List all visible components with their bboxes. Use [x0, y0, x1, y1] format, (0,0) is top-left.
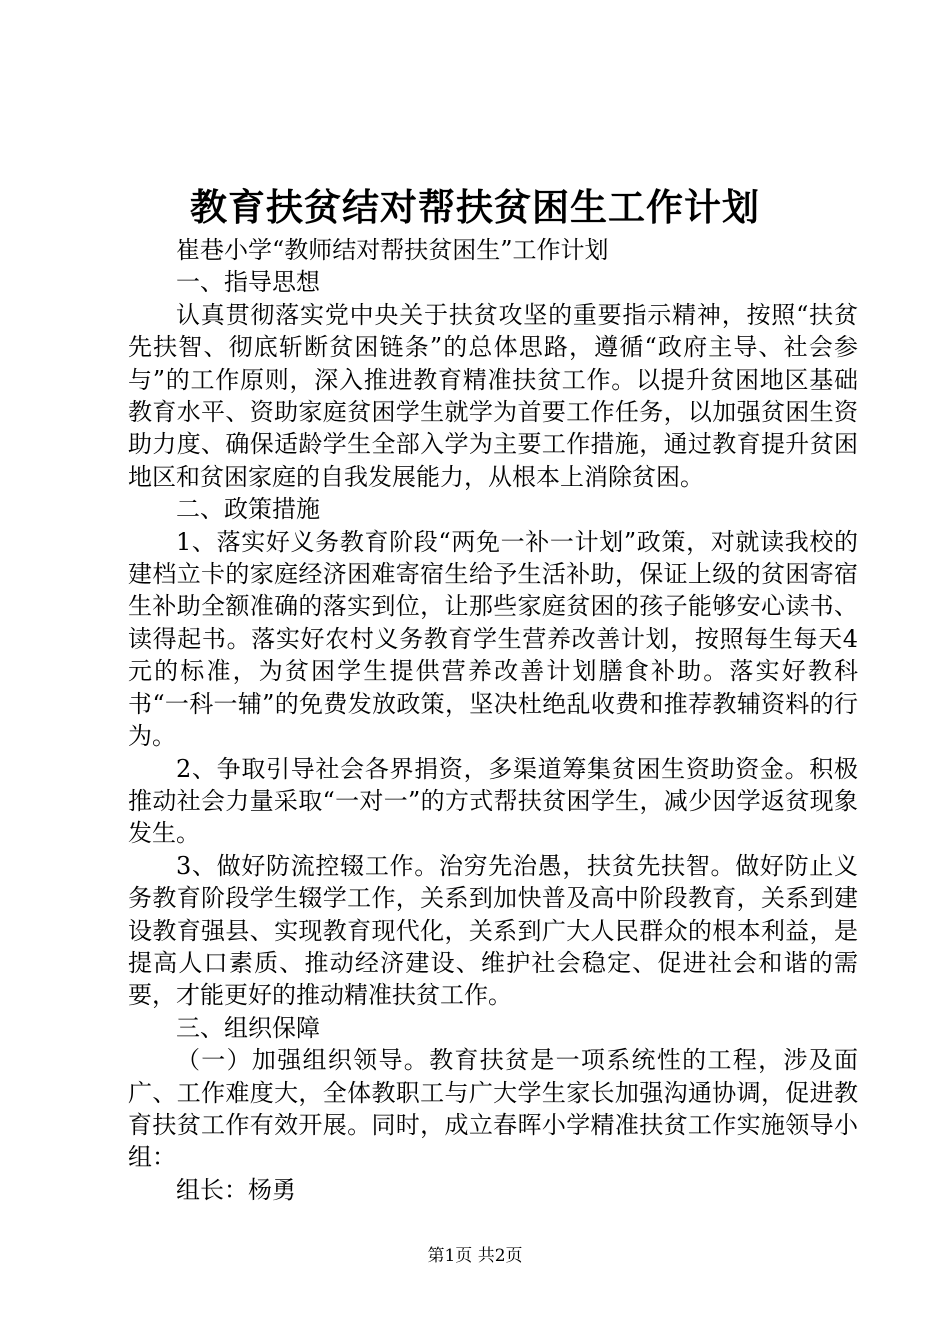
plan-subtitle: 崔巷小学“教师结对帮扶贫困生”工作计划 — [176, 236, 609, 264]
paragraph-organization-1: （一）加强组织领导。教育扶贫是一项系统性的工程，涉及面广、工作难度大，全体教职工与广大学生家长加强沟通协调，促进教育扶贫工作有效开展。同时，成立春晖小学精准扶贫工作实施领导小组： — [128, 1046, 858, 1172]
document-body — [128, 234, 858, 1206]
group-leader-line: 组长：杨勇 — [176, 1175, 296, 1204]
paragraph-policy-3: 3、做好防流控辍工作。治穷先治愚，扶贫先扶智。做好防止义务教育阶段学生辍学工作，关系到加快普及高中阶段教育，关系到建设教育强县、实现教育现代化，关系到广大人民群众的根本利益，是提高人口素质、推动经济建设、维护社会稳定、促进社会和谐的需要，才能更好的推动精准扶贫工作。 — [128, 851, 858, 1010]
paragraph-policy-1: 1、落实好义务教育阶段“两免一补一计划”政策，对就读我校的建档立卡的家庭经济困难寄宿生给予生活补助，保证上级的贫困寄宿生补助全额准确的落实到位，让那些家庭贫困的孩子能够安心读书、读得起书。落实好农村义务教育学生营养改善计划，按照每生每天4元的标准，为贫困学生提供营养改善计划膳食补助。落实好教科书“一科一辅”的免费发放政策，坚决杜绝乱收费和推荐教辅资料的行为。 — [128, 527, 858, 751]
section-heading-guiding-thought: 一、指导思想 — [176, 268, 320, 297]
paragraph-policy-2: 2、争取引导社会各界捐资，多渠道筹集贫困生资助资金。积极推动社会力量采取“一对一”的方式帮扶贫困学生，减少因学返贫现象发生。 — [128, 754, 858, 848]
paragraph-guiding-thought: 认真贯彻落实党中央关于扶贫攻坚的重要指示精神，按照“扶贫先扶智、彻底斩断贫困链条”的总体思路，遵循“政府主导、社会参与”的工作原则，深入推进教育精准扶贫工作。以提升贫困地区基础教育水平、资助家庭贫困学生就学为首要工作任务，以加强贫困生资助力度、确保适龄学生全部入学为主要工作措施，通过教育提升贫困地区和贫困家庭的自我发展能力，从根本上消除贫困。 — [128, 300, 858, 491]
page-footer: 第1页 共2页 — [427, 1246, 523, 1266]
section-heading-policy-measures: 二、政策措施 — [176, 495, 320, 524]
document-title: 教育扶贫结对帮扶贫困生工作计划 — [190, 185, 760, 229]
section-heading-organization: 三、组织保障 — [176, 1013, 320, 1042]
